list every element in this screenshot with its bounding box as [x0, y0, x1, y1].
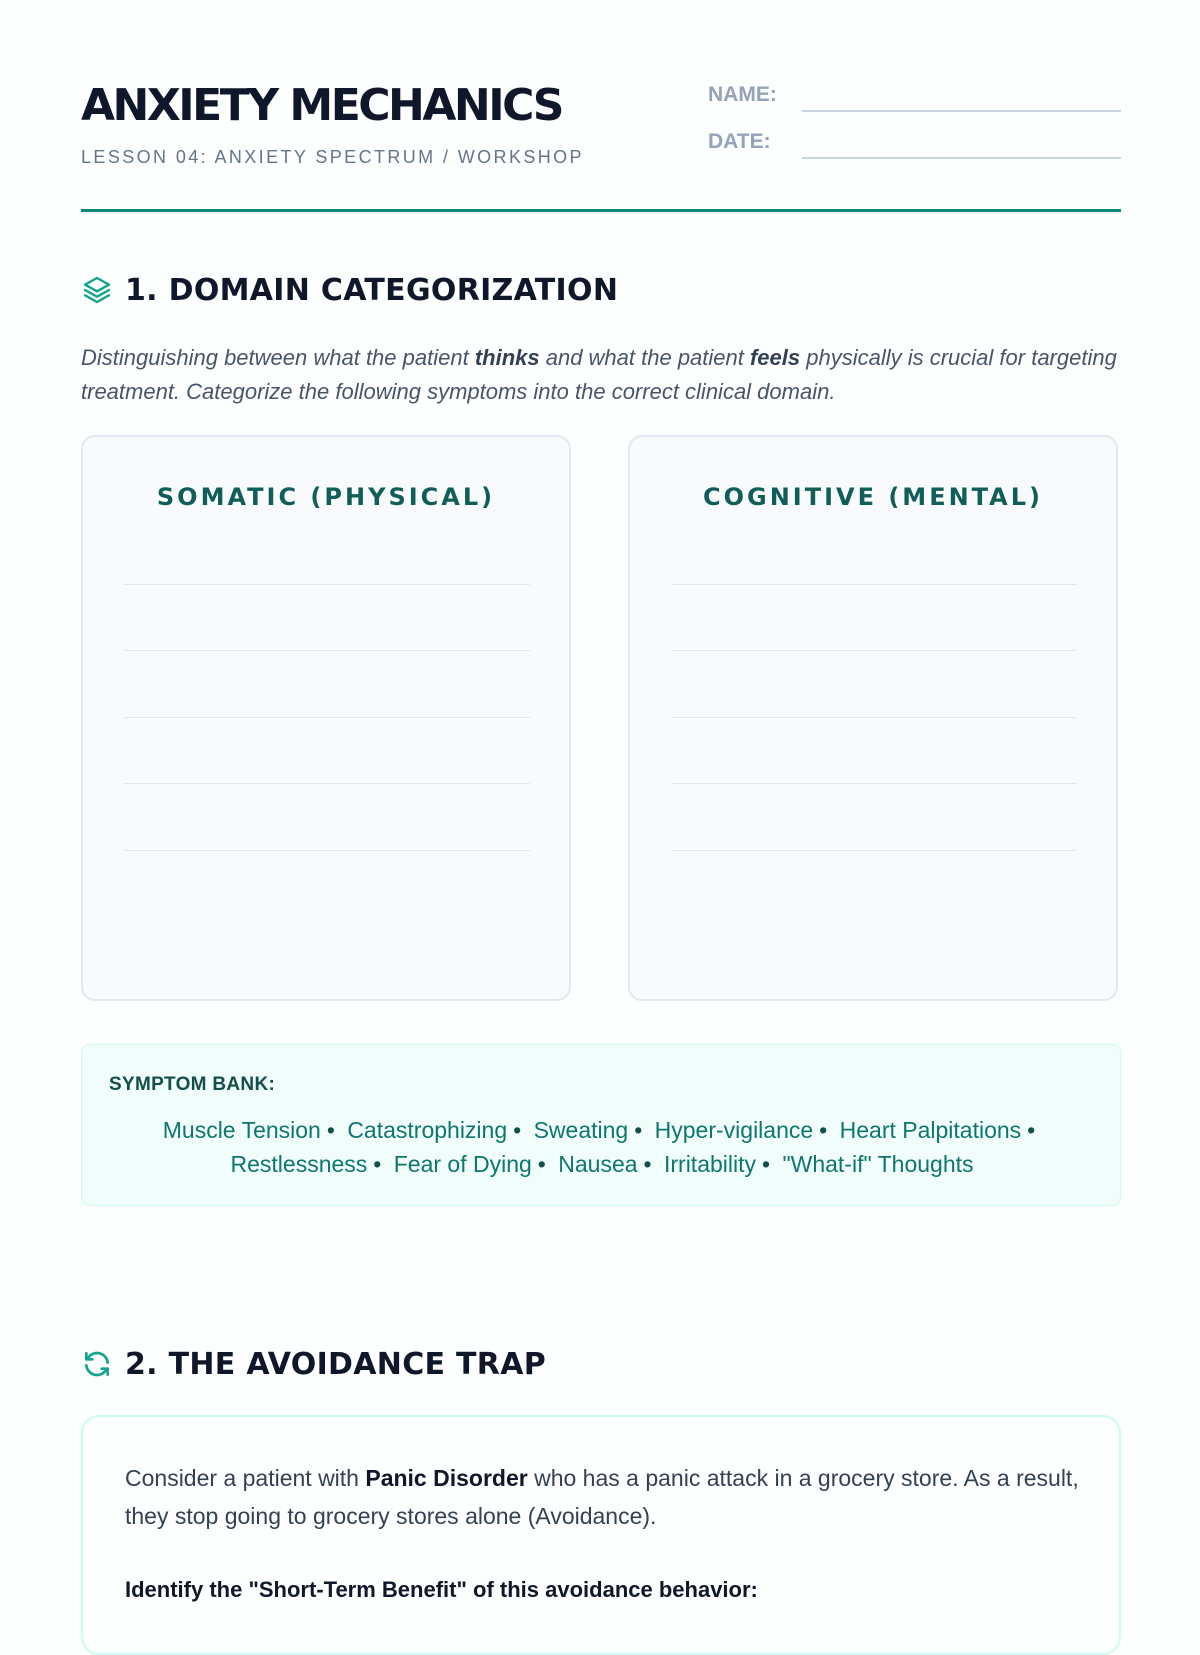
cognitive-category-title: COGNITIVE (MENTAL) — [702, 483, 1044, 511]
bullet-separator: • — [819, 1117, 828, 1143]
answer-line[interactable] — [671, 850, 1077, 851]
name-label: NAME: — [708, 83, 777, 106]
bullet-separator: • — [762, 1151, 771, 1177]
scenario-question: Identify the "Short-Term Benefit" of this avoidance behavior: — [125, 1577, 758, 1602]
symptom-item: Restlessness — [230, 1151, 368, 1177]
page-title: ANXIETY MECHANICS — [81, 80, 562, 131]
bullet-separator: • — [373, 1151, 382, 1177]
date-label: DATE: — [708, 130, 771, 153]
bullet-separator: • — [1027, 1117, 1036, 1143]
symptom-bank-list — [102, 1113, 1102, 1181]
section-1-heading — [81, 270, 618, 310]
section-2-title: 2. THE AVOIDANCE TRAP — [125, 1346, 547, 1382]
layers-icon — [81, 274, 113, 306]
answer-line[interactable] — [671, 584, 1077, 585]
lesson-subtitle: LESSON 04: ANXIETY SPECTRUM / WORKSHOP — [81, 147, 584, 167]
symptom-item: Sweating — [533, 1117, 629, 1143]
symptom-bank-label: SYMPTOM BANK: — [109, 1074, 276, 1095]
bullet-separator: • — [643, 1151, 652, 1177]
bullet-separator: • — [537, 1151, 546, 1177]
symptom-item: Catastrophizing — [347, 1117, 508, 1143]
worksheet-header — [81, 78, 1121, 213]
answer-line[interactable] — [124, 850, 530, 851]
cognitive-category-box — [628, 435, 1118, 1001]
bullet-separator: • — [513, 1117, 522, 1143]
symptom-item: "What-if" Thoughts — [782, 1151, 974, 1177]
answer-line[interactable] — [124, 584, 530, 585]
section-2-heading — [81, 1344, 546, 1384]
section-1-instructions: Distinguishing between what the patient thinks and what the patient feels physically is crucial for targeting treatment. Categorize the following symptoms into the correct clinical domain. — [81, 345, 1117, 404]
answer-line[interactable] — [671, 717, 1077, 718]
symptom-item: Nausea — [558, 1151, 638, 1177]
bullet-separator: • — [326, 1117, 335, 1143]
refresh-icon — [81, 1348, 113, 1380]
symptom-item: Muscle Tension — [162, 1117, 321, 1143]
symptom-item: Irritability — [663, 1151, 756, 1177]
header-divider — [81, 209, 1121, 212]
bullet-separator: • — [634, 1117, 643, 1143]
answer-line[interactable] — [124, 717, 530, 718]
somatic-category-title: SOMATIC (PHYSICAL) — [156, 483, 496, 511]
answer-line[interactable] — [124, 783, 530, 784]
symptom-item: Hyper-vigilance — [654, 1117, 814, 1143]
name-field[interactable] — [802, 110, 1121, 112]
symptom-bank — [81, 1044, 1121, 1206]
date-field[interactable] — [802, 157, 1121, 159]
symptom-item: Fear of Dying — [393, 1151, 532, 1177]
scenario-text: Consider a patient with Panic Disorder who has a panic attack in a grocery store. As a result, they stop going to grocery stores alone (Avoidance). — [125, 1465, 1079, 1529]
avoidance-scenario-box — [81, 1415, 1121, 1655]
symptom-item: Heart Palpitations — [839, 1117, 1022, 1143]
answer-line[interactable] — [124, 650, 530, 651]
section-1-title: 1. DOMAIN CATEGORIZATION — [125, 272, 619, 308]
answer-line[interactable] — [671, 783, 1077, 784]
somatic-category-box — [81, 435, 571, 1001]
answer-line[interactable] — [671, 650, 1077, 651]
